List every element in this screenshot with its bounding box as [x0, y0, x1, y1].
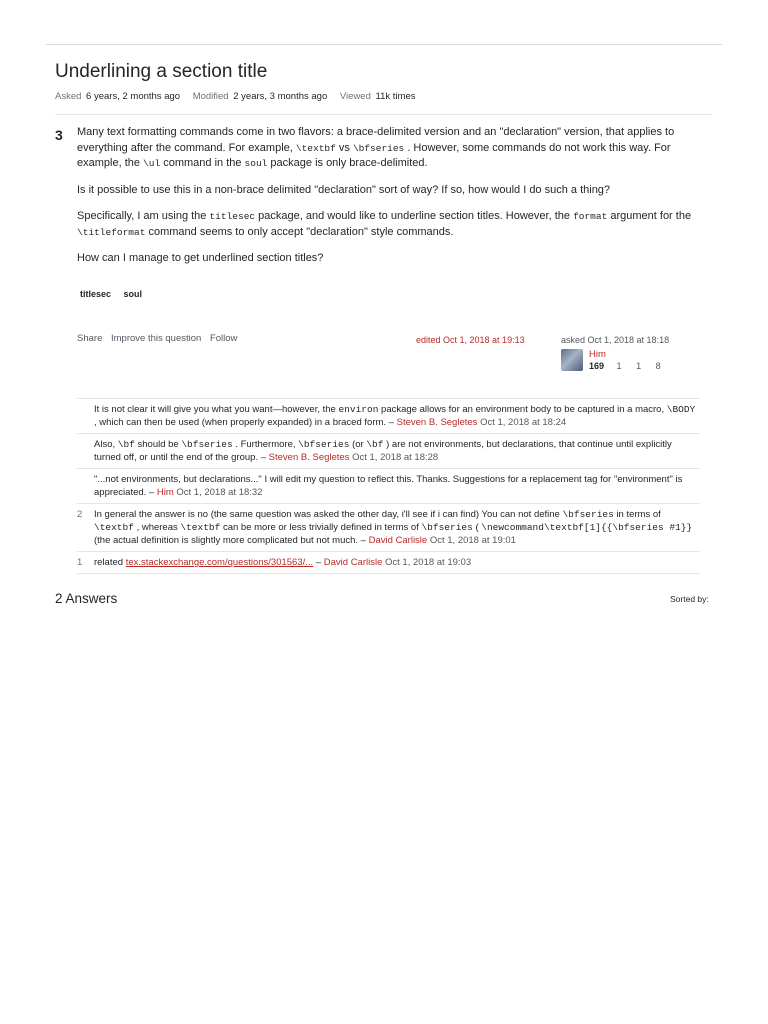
badge-bronze-count: 8	[655, 361, 661, 371]
body-text: . However, some commands do not work this way. For example, the	[77, 141, 671, 169]
comment-item	[77, 469, 700, 504]
comment-author[interactable]: David Carlisle	[368, 535, 428, 546]
comment-author[interactable]: David Carlisle	[323, 557, 383, 568]
body-text: package is only brace-delimited.	[270, 157, 428, 169]
comment-date[interactable]: Oct 1, 2018 at 19:01	[429, 535, 516, 546]
badge-gold-count: 1	[616, 361, 622, 371]
comment-item	[77, 399, 700, 434]
asked-user-card	[561, 335, 711, 371]
inline-code: \textbf	[180, 522, 221, 533]
inline-code: soul	[244, 158, 268, 169]
comment-text: (or	[352, 439, 364, 450]
comment-date[interactable]: Oct 1, 2018 at 18:24	[480, 417, 567, 428]
comment-author[interactable]: Him	[156, 487, 174, 498]
share-link[interactable]: Share	[77, 333, 103, 344]
body-text: Specifically, I am using the	[77, 210, 207, 222]
inline-code: \BODY	[666, 404, 696, 415]
comment-date[interactable]: Oct 1, 2018 at 18:28	[352, 452, 439, 463]
vote-count: 3	[55, 127, 63, 143]
badge-silver-count: 1	[636, 361, 642, 371]
improve-question-link[interactable]: Improve this question	[111, 333, 202, 344]
inline-code: titlesec	[209, 211, 256, 222]
body-paragraph-2: Is it possible to use this in a non-brace delimited "declaration" sort of way? If so, how would I do such a thing?	[77, 183, 611, 196]
meta-viewed	[340, 91, 416, 102]
comment-text: should be	[137, 439, 179, 450]
body-text: package, and would like to underline section titles. However, the	[258, 210, 571, 222]
related-question-link[interactable]: tex.stackexchange.com/questions/301563/...	[125, 557, 314, 568]
comment-list	[77, 398, 700, 574]
inline-code: \titleformat	[77, 226, 146, 238]
question-title[interactable]: Underlining a section title	[55, 61, 268, 82]
meta-asked	[55, 91, 183, 102]
body-text: command seems to only accept "declaration" style commands.	[148, 225, 454, 238]
inline-code: \newcommand\textbf[1]{{\bfseries #1}}	[481, 522, 693, 533]
comment-author[interactable]: Steven B. Segletes	[396, 417, 478, 428]
comment-date[interactable]: Oct 1, 2018 at 19:03	[385, 557, 472, 568]
user-avatar[interactable]	[561, 349, 583, 371]
body-paragraph-3	[77, 209, 701, 240]
body-paragraph-1	[77, 125, 701, 172]
inline-code: \bfseries	[298, 439, 350, 450]
comment-score: 2	[77, 509, 83, 520]
tag-list	[77, 288, 149, 300]
question-meta	[55, 91, 425, 102]
inline-code: \bfseries	[181, 439, 233, 450]
edited-link[interactable]: edited Oct 1, 2018 at 19:13	[416, 335, 525, 345]
comment-item	[77, 504, 700, 552]
inline-code: \bf	[117, 439, 135, 450]
comment-text: , which can then be used (when properly expanded) in a braced form. –	[94, 417, 394, 428]
meta-modified-value[interactable]: 2 years, 3 months ago	[233, 91, 328, 102]
meta-viewed-value: 11k times	[375, 91, 416, 102]
tag-soul[interactable]: soul	[123, 289, 143, 299]
body-text: Many text formatting commands come in two flavors: a brace-delimited version and an "declaration" version, that applies to everything after the command. For example,	[77, 126, 675, 154]
comment-author[interactable]: Steven B. Segletes	[268, 452, 350, 463]
comment-item	[77, 434, 700, 469]
follow-link[interactable]: Follow	[209, 333, 238, 344]
body-text: command in the	[163, 157, 242, 169]
inline-code: format	[573, 211, 608, 222]
body-text: vs	[338, 141, 350, 154]
sort-label: Sorted by:	[670, 594, 709, 604]
comment-text: ) are not environments, but declarations, that continue until explicitly turned off, or until the end of the group. –	[94, 439, 672, 463]
meta-modified-label: Modified	[192, 91, 229, 102]
body-paragraph-4: How can I manage to get underlined section titles?	[77, 252, 324, 264]
comment-text: "...not environments, but declarations..." I will edit my question to reflect this. Thanks. Suggestions for a replacement tag for "environment" is appreciated. –	[94, 474, 683, 498]
answers-count-heading: 2 Answers	[55, 591, 118, 606]
tag-titlesec[interactable]: titlesec	[80, 289, 112, 299]
inline-code: \bfseries	[562, 509, 614, 520]
user-reputation: 169	[589, 361, 605, 371]
comment-text: (the actual definition is slightly more complicated but not much. –	[94, 535, 366, 546]
inline-code: \ul	[143, 158, 161, 169]
meta-divider	[55, 114, 712, 115]
meta-asked-value[interactable]: 6 years, 2 months ago	[86, 91, 181, 102]
comment-text: Also,	[94, 439, 116, 450]
comment-text: –	[315, 557, 322, 568]
comment-score: 1	[77, 557, 83, 568]
meta-modified	[193, 91, 330, 102]
user-stats	[589, 361, 673, 371]
post-menu	[77, 333, 243, 344]
user-name-link[interactable]: Him	[589, 349, 606, 360]
comment-text: package allows for an environment body to be captured in a macro,	[381, 404, 665, 415]
top-divider	[46, 44, 722, 45]
comment-text: can be more or less trivially defined in terms of	[222, 522, 419, 533]
inline-code: \textbf	[295, 142, 336, 154]
inline-code: \bfseries	[421, 522, 473, 533]
inline-code: \bf	[366, 439, 384, 450]
inline-code: \bfseries	[352, 142, 405, 154]
comment-text: . Furthermore,	[235, 439, 296, 450]
body-text: argument for the	[610, 210, 692, 222]
comment-text: (	[475, 522, 479, 533]
comment-text: related	[94, 557, 124, 568]
comment-text: , whereas	[136, 522, 178, 533]
meta-asked-label: Asked	[55, 91, 82, 102]
question-body	[77, 125, 701, 278]
comment-text: in terms of	[616, 509, 661, 520]
inline-code: environ	[338, 404, 379, 415]
meta-viewed-label: Viewed	[339, 91, 371, 102]
asked-timestamp: asked Oct 1, 2018 at 18:18	[561, 335, 670, 345]
comment-date[interactable]: Oct 1, 2018 at 18:32	[176, 487, 263, 498]
inline-code: \textbf	[94, 522, 134, 533]
comment-item	[77, 552, 700, 574]
comment-text: In general the answer is no (the same question was asked the other day, i'll see if i can find) You can not define	[94, 509, 560, 520]
comment-text: It is not clear it will give you what you want—however, the	[94, 404, 336, 415]
